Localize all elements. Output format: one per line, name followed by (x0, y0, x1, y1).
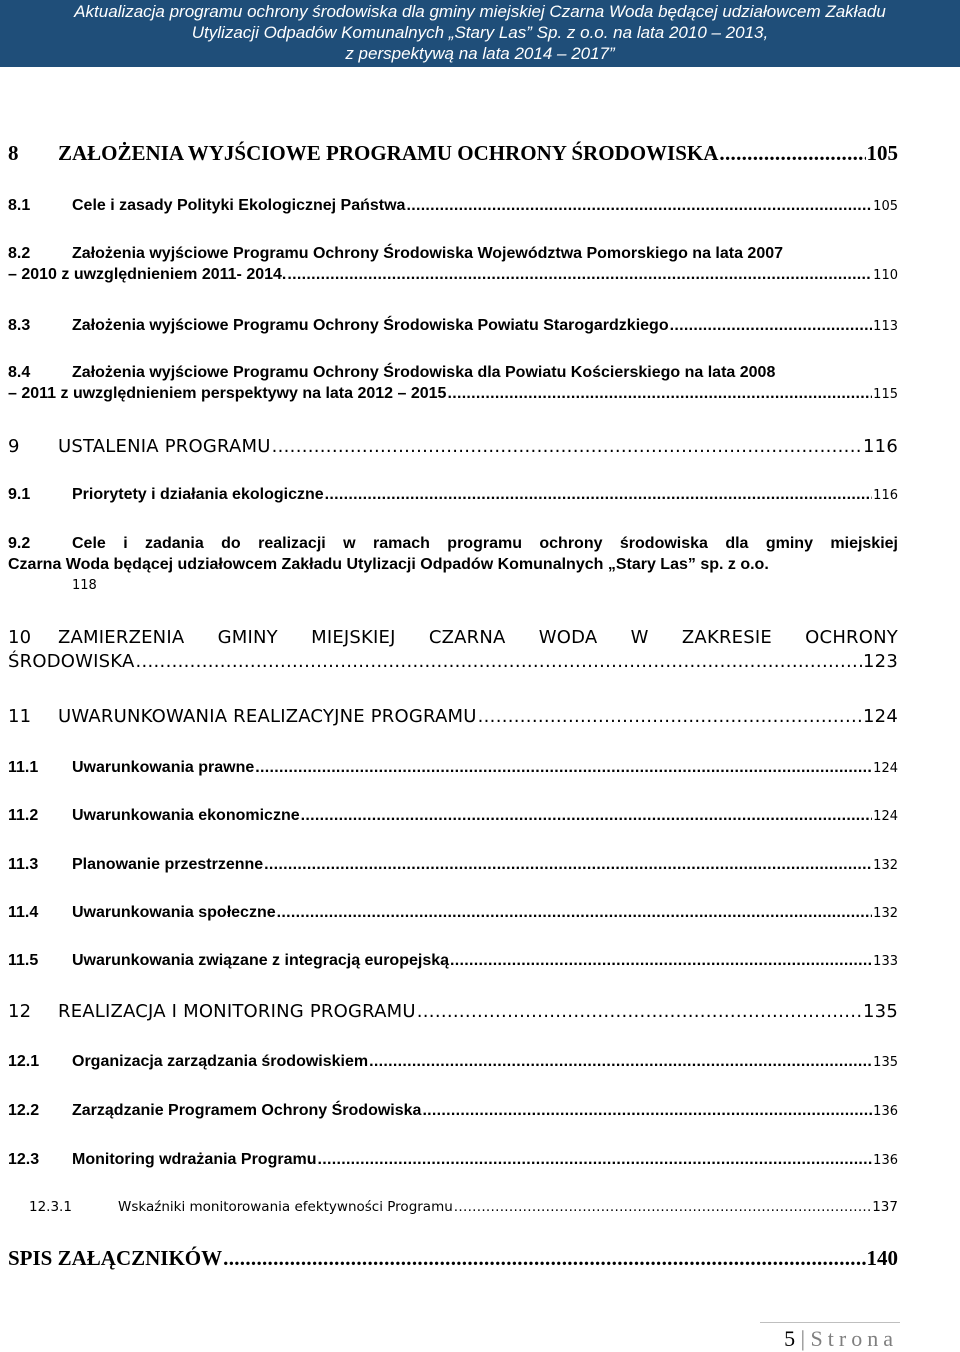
document-header (0, 0, 960, 67)
toc-page: 105 (873, 199, 898, 214)
toc-number: 8 (8, 141, 19, 165)
toc-page: 140 (866, 1246, 898, 1270)
toc-number: 11.5 (8, 952, 39, 969)
toc-number: 11.1 (8, 759, 39, 776)
toc-number: 9 (8, 436, 20, 457)
toc-title: Założenia wyjściowe Programu Ochrony Środowiska Powiatu Starogardzkiego (72, 317, 669, 334)
toc-number: 12 (8, 1001, 32, 1022)
toc-page: 132 (873, 858, 898, 873)
header-line-2: Utylizacji Odpadów Komunalnych „Stary Las” Sp. z o.o. na lata 2010 – 2013, (191, 23, 769, 42)
toc-title: Uwarunkowania związane z integracją europejską (72, 952, 450, 969)
toc-entry-11-1[interactable] (8, 759, 898, 777)
toc-title-line-2: ŚRODOWISKA (8, 651, 135, 672)
toc-entry-12[interactable] (8, 1001, 898, 1022)
toc-entry-10[interactable] (8, 627, 898, 672)
toc-entry-12-1[interactable] (8, 1053, 898, 1071)
toc-leader (301, 807, 873, 825)
toc-page: 136 (873, 1153, 898, 1168)
toc-leader (255, 759, 872, 777)
toc-number: 12.3.1 (29, 1199, 72, 1215)
toc-title: ZAŁOŻENIA WYJŚCIOWE PROGRAMU OCHRONY ŚRODOWISKA (58, 141, 719, 165)
toc-page: 124 (873, 761, 898, 776)
toc-page: 110 (873, 268, 898, 283)
toc-leader (417, 1001, 862, 1022)
toc-title: Uwarunkowania ekonomiczne (72, 807, 300, 824)
toc-entry-9-2[interactable] (8, 535, 898, 593)
toc-leader (670, 317, 873, 335)
toc-entry-12-3[interactable] (8, 1151, 898, 1169)
toc-leader (450, 952, 872, 970)
toc-page: 105 (866, 141, 898, 165)
toc-title: Planowanie przestrzenne (72, 856, 264, 873)
toc-entry-9[interactable] (8, 436, 898, 457)
toc-title: Cele i zasady Polityki Ekologicznej Państwa (72, 197, 406, 214)
toc-entry-12-2[interactable] (8, 1102, 898, 1120)
toc-title: USTALENIA PROGRAMU (58, 436, 271, 457)
toc-title: UWARUNKOWANIA REALIZACYJNE PROGRAMU (58, 706, 477, 727)
toc-page: 113 (873, 319, 898, 334)
header-line-1: Aktualizacja programu ochrony środowiska dla gminy miejskiej Czarna Woda będącej udziałowcem Zakładu (74, 2, 886, 21)
toc-number: 11.2 (8, 807, 39, 824)
toc-title-line-1: Cele i zadania do realizacji w ramach programu ochrony środowiska dla gminy miejskiej (72, 535, 898, 552)
toc-title: Zarządzanie Programem Ochrony Środowiska (72, 1102, 422, 1119)
toc-leader (264, 856, 872, 874)
toc-entry-11-2[interactable] (8, 807, 898, 825)
toc-entry-9-1[interactable] (8, 486, 898, 504)
toc-entry-11-4[interactable] (8, 904, 898, 922)
toc-number: 8.4 (8, 364, 31, 381)
toc-leader (719, 141, 865, 166)
toc-entry-attachments[interactable] (8, 1246, 898, 1271)
toc-page: 137 (872, 1199, 898, 1215)
toc-leader (447, 385, 872, 403)
toc-page: 123 (863, 651, 898, 672)
footer-separator: | (800, 1326, 806, 1351)
toc-number: 10 (8, 627, 32, 648)
toc-leader (478, 706, 862, 727)
footer-page-number: 5 (784, 1326, 796, 1351)
toc-number: 12.2 (8, 1102, 40, 1119)
toc-title: Wskaźniki monitorowania efektywności Programu (118, 1199, 453, 1215)
toc-leader (454, 1199, 871, 1215)
toc-entry-11-5[interactable] (8, 952, 898, 970)
toc-number: 12.1 (8, 1053, 40, 1070)
toc-entry-11-3[interactable] (8, 856, 898, 874)
toc-leader (272, 436, 862, 457)
toc-page: 133 (873, 954, 898, 969)
toc-leader (223, 1246, 865, 1271)
toc-page: 135 (873, 1055, 898, 1070)
toc-page: 124 (863, 706, 898, 727)
footer-divider (760, 1322, 900, 1323)
toc-entry-11[interactable] (8, 706, 898, 727)
toc-entry-8-3[interactable] (8, 317, 898, 335)
toc-entry-8-4[interactable] (8, 364, 898, 403)
toc-number: 9.1 (8, 486, 31, 503)
toc-title: REALIZACJA I MONITORING PROGRAMU (58, 1001, 416, 1022)
toc-page: 135 (863, 1001, 898, 1022)
toc-leader (406, 197, 872, 215)
toc-title-line-2: – 2011 z uwzględnieniem perspektywy na lata 2012 – 2015 (8, 385, 447, 402)
toc-number: 11.4 (8, 904, 39, 921)
toc-title-line-1: ZAMIERZENIA GMINY MIEJSKIEJ CZARNA WODA W ZAKRESIE OCHRONY (58, 627, 898, 648)
toc-number: 8.2 (8, 245, 31, 262)
toc-title-line-1: Założenia wyjściowe Programu Ochrony Środowiska Województwa Pomorskiego na lata 2007 (72, 245, 784, 262)
toc-number: 8.3 (8, 317, 31, 334)
toc-title-line-1: Założenia wyjściowe Programu Ochrony Środowiska dla Powiatu Kościerskiego na lata 2008 (72, 364, 776, 381)
toc-entry-12-3-1[interactable] (8, 1199, 898, 1215)
toc-title: Uwarunkowania prawne (72, 759, 255, 776)
toc-title: Uwarunkowania społeczne (72, 904, 276, 921)
toc-page: 115 (873, 387, 898, 402)
toc-title: SPIS ZAŁĄCZNIKÓW (8, 1246, 223, 1270)
header-line-3: z perspektywą na lata 2014 – 2017” (345, 44, 615, 63)
toc-entry-8-2[interactable] (8, 245, 898, 284)
footer-page-word: Strona (810, 1326, 898, 1351)
toc-leader (325, 486, 873, 504)
toc-entry-8-1[interactable] (8, 197, 898, 215)
toc-leader (287, 266, 872, 284)
toc-number: 11 (8, 706, 32, 727)
toc-title: Monitoring wdrażania Programu (72, 1151, 317, 1168)
toc-page: 132 (873, 906, 898, 921)
toc-leader (277, 904, 873, 922)
toc-number: 9.2 (8, 535, 31, 552)
toc-page: 124 (873, 809, 898, 824)
toc-page: 116 (863, 436, 898, 457)
toc-leader (422, 1102, 872, 1120)
toc-title: Organizacja zarządzania środowiskiem (72, 1053, 369, 1070)
toc-number: 12.3 (8, 1151, 40, 1168)
toc-leader (317, 1151, 872, 1169)
toc-number: 8.1 (8, 197, 31, 214)
toc-title-line-2: – 2010 z uwzględnieniem 2011- 2014. (8, 266, 287, 283)
page-footer (784, 1326, 898, 1352)
toc-leader (369, 1053, 872, 1071)
toc-leader (135, 651, 862, 672)
toc-page: 116 (873, 488, 898, 503)
toc-title-line-2: Czarna Woda będącej udziałowcem Zakładu Utylizacji Odpadów Komunalnych „Stary Las” sp. z o.o. (8, 556, 769, 573)
toc-title: Priorytety i działania ekologiczne (72, 486, 324, 503)
toc-entry-8[interactable] (8, 141, 898, 166)
toc-number: 11.3 (8, 856, 39, 873)
toc-page: 118 (72, 578, 97, 593)
toc-page: 136 (873, 1104, 898, 1119)
